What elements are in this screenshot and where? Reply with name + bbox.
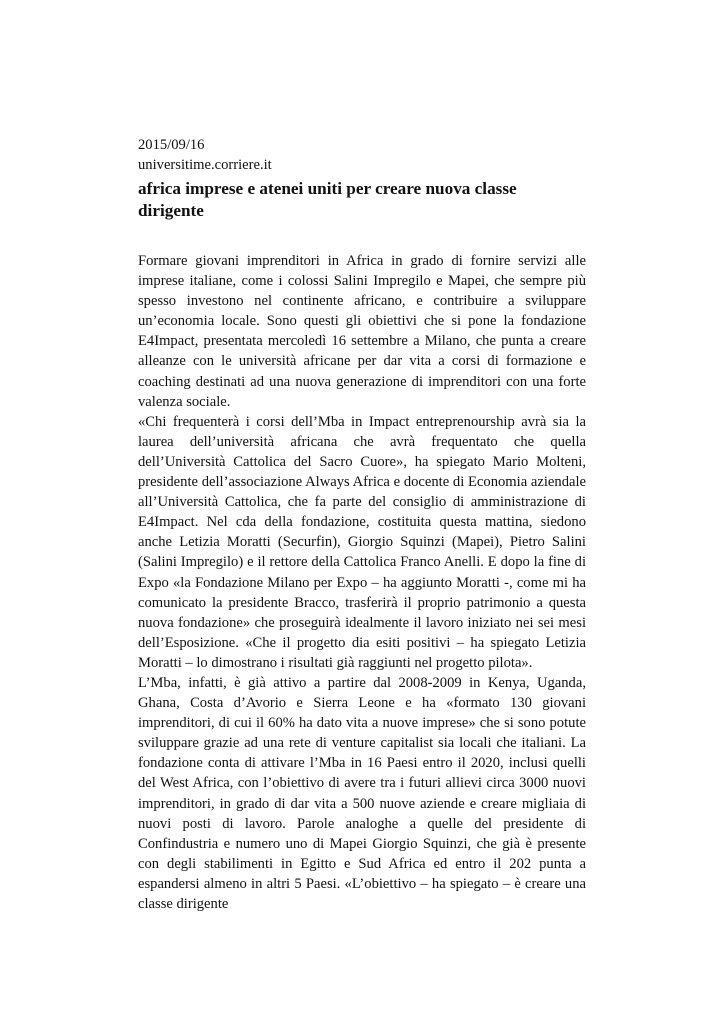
article-body (138, 251, 586, 914)
document-page (138, 135, 586, 914)
article-paragraph: L’Mba, infatti, è già attivo a partire dal 2008-2009 in Kenya, Uganda, Ghana, Costa d’Avorio e Sierra Leone e ha «formato 130 giovani imprenditori, di cui il 60% ha dato vita a nuove imprese» che si sono potute sviluppare grazie ad una rete di venture capitalist sia locali che italiani. La fondazione conta di attivare l’Mba in 16 Paesi entro il 2020, inclusi quelli del West Africa, con l’obiettivo di avere tra i futuri allievi circa 3000 nuovi imprenditori, in grado di dar vita a 500 nuove aziende e creare migliaia di nuovi posti di lavoro. Parole analoghe a quelle del presidente di Confindustria e numero uno di Mapei Giorgio Squinzi, che già è presente con degli stabilimenti in Egitto e Sud Africa ed entro il 202 punta a espandersi almeno in altri 5 Paesi. «L’obiettivo – ha spiegato – è creare una classe dirigente (138, 674, 586, 912)
article-source: universitime.corriere.it (138, 157, 272, 173)
article-paragraph: «Chi frequenterà i corsi dell’Mba in Impact entreprenourship avrà sia la laurea dell’università africana che avrà frequentato che quella dell’Università Cattolica del Sacro Cuore», ha spiegato Mario Molteni, presidente dell’associazione Always Africa e docente di Economia aziendale all’Università Cattolica, che fa parte del consiglio di amministrazione di E4Impact. Nel cda della fondazione, costituita questa mattina, siedono anche Letizia Moratti (Securfin), Giorgio Squinzi (Mapei), Pietro Salini (Salini Impregilo) e il rettore della Cattolica Franco Anelli. E dopo la fine di Expo «la Fondazione Milano per Expo – ha aggiunto Moratti -, come mi ha comunicato la presidente Bracco, trasferirà il proprio patrimonio a questa nuova fondazione» che proseguirà idealmente il lavoro iniziato nei sei mesi dell’Esposizione. «Che il progetto dia esiti positivi – ha spiegato Letizia Moratti – lo dimostrano i risultati già raggiunti nel progetto pilota». (138, 413, 586, 671)
article-paragraph: Formare giovani imprenditori in Africa in grado di fornire servizi alle imprese italiane, come i colossi Salini Impregilo e Mapei, che sempre più spesso investono nel continente africano, e contribuire a sviluppare un’economia locale. Sono questi gli obiettivi che si pone la fondazione E4Impact, presentata mercoledì 16 settembre a Milano, che punta a creare alleanze con le università africane per dar vita a corsi di formazione e coaching destinati ad una nuova generazione di imprenditori con una forte valenza sociale. (138, 253, 586, 410)
article-date: 2015/09/16 (138, 137, 205, 153)
article-title: africa imprese e atenei uniti per creare nuova classe dirigente (138, 179, 517, 220)
